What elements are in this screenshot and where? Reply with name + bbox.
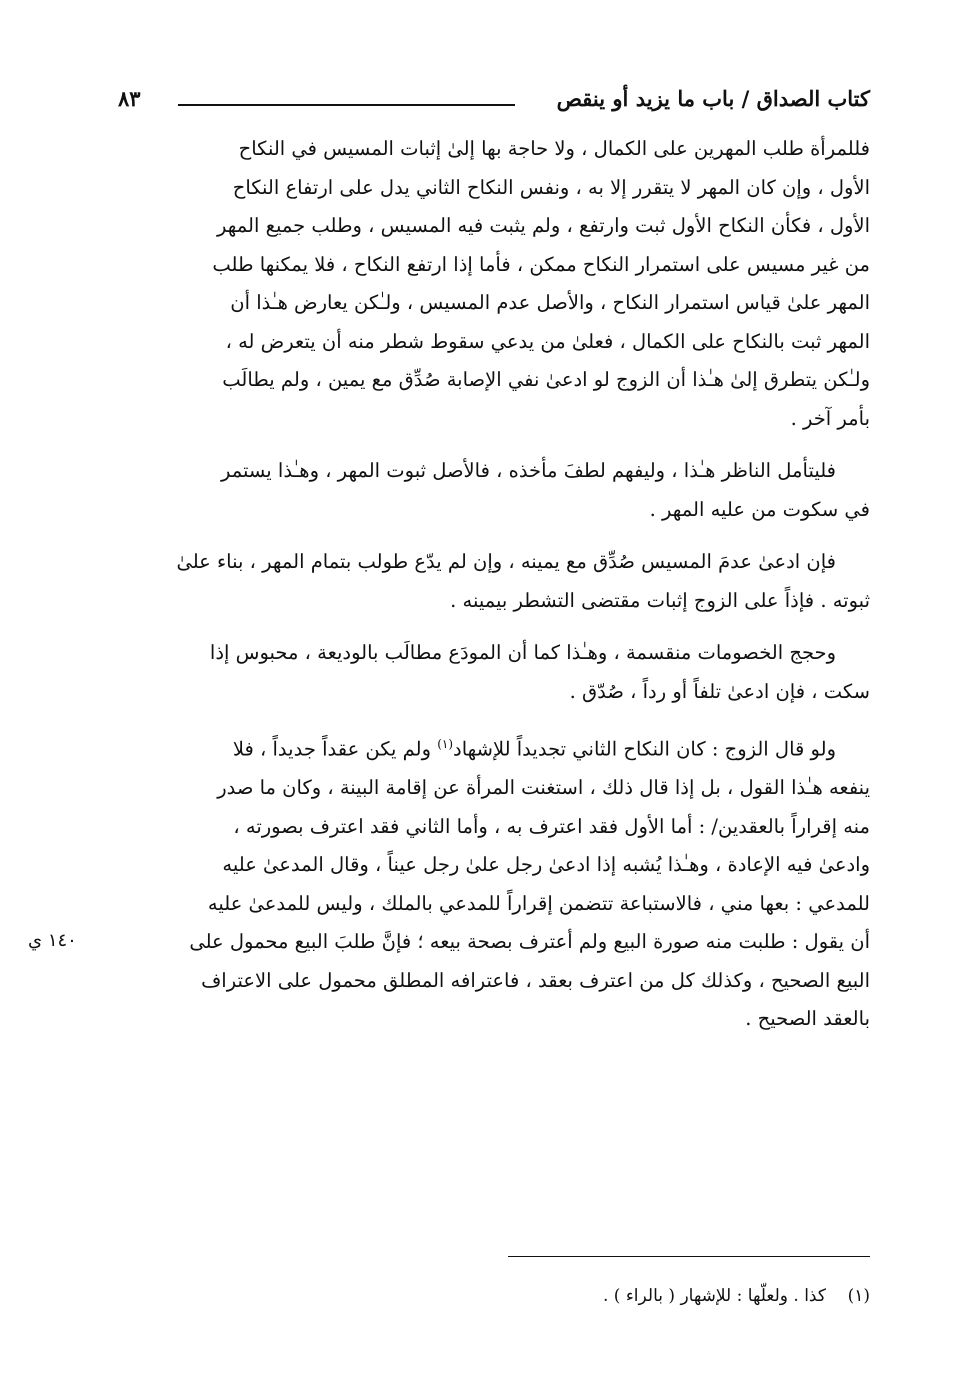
text-line: في سكوت من عليه المهر . xyxy=(649,497,870,521)
text-line: ولـٰكن يتطرق إلىٰ هـٰذا أن الزوج لو ادعىٰ نفي الإصابة صُدِّق مع يمين ، ولم يطالَب xyxy=(222,368,870,391)
text-line: المهر علىٰ قياس استمرار النكاح ، والأصل عدم المسيس ، ولـٰكن يعارض هـٰذا أن xyxy=(230,291,870,314)
footnote-reference[interactable]: (١) xyxy=(437,737,454,751)
text-line: وحجج الخصومات منقسمة ، وهـٰذا كما أن المودَع مطالَب بالوديعة ، محبوس إذا xyxy=(209,641,836,664)
header-title: كتاب الصداق / باب ما يزيد أو ينقص xyxy=(556,86,870,111)
footnote-text: كذا . ولعلّها : للإشهار ( بالراء ) . xyxy=(602,1286,826,1306)
text-line: الأول ، وإن كان المهر لا يتقرر إلا به ، ونفس النكاح الثاني يدل على ارتفاع النكاح xyxy=(232,175,870,199)
text-line: بالعقد الصحيح . xyxy=(745,1007,870,1030)
paragraph-2 xyxy=(98,452,870,529)
footnote-rule xyxy=(508,1256,870,1257)
text-line: فإن ادعىٰ عدمَ المسيس صُدِّق مع يمينه ، وإن لم يدّع طولب بتمام المهر ، بناء علىٰ xyxy=(176,550,836,573)
text-line: للمدعي : بعها مني ، فالاستباعة تتضمن إقراراً للمدعي بالملك ، وليس للمدعىٰ عليه xyxy=(207,891,870,915)
paragraph-1 xyxy=(98,130,870,438)
text-line: سكت ، فإن ادعىٰ تلفاً أو رداً ، صُدّق . xyxy=(569,679,870,703)
text-line: الأول ، فكأن النكاح الأول ثبت وارتفع ، ولم يثبت فيه المسيس ، وطلب جميع المهر xyxy=(216,214,870,237)
page-header xyxy=(118,86,870,122)
text-line xyxy=(98,725,870,769)
text-line: ينفعه هـٰذا القول ، بل إذا قال ذلك ، استغنت المرأة عن إقامة البينة ، وكان ما صدر xyxy=(217,776,870,799)
text-line: بأمر آخر . xyxy=(790,406,870,430)
text-line: فليتأمل الناظر هـٰذا ، وليفهم لطفَ مأخذه ، فالأصل ثبوت المهر ، وهـٰذا يستمر xyxy=(220,459,836,482)
text-line: ثبوته . فإذاً على الزوج إثبات مقتضى التشطر بيمينه . xyxy=(450,588,870,612)
text-line: المهر ثبت بالنكاح على الكمال ، فعلىٰ من يدعي سقوط شطر منه أن يتعرض له ، xyxy=(225,329,870,353)
main-text xyxy=(98,130,870,1053)
paragraph-4 xyxy=(98,634,870,711)
text-line: منه إقراراً بالعقدين/ : أما الأول فقد اعترف به ، وأما الثاني فقد اعترف بصورته ، xyxy=(233,814,870,838)
margin-note: ١٤٠ ي xyxy=(28,930,77,951)
text-segment: ولو قال الزوج : كان النكاح الثاني تجديداً للإشهاد xyxy=(453,737,836,761)
text-line: من غير مسيس على استمرار النكاح ممكن ، فأما إذا ارتفع النكاح ، فلا يمكنها طلب xyxy=(212,252,870,276)
text-line: البيع الصحيح ، وكذلك كل من اعترف بعقد ، فاعترافه المطلق محمول على الاعتراف xyxy=(201,968,870,992)
text-line: وادعىٰ فيه الإعادة ، وهـٰذا يُشبه إذا ادعىٰ رجل علىٰ رجل عيناً ، وقال المدعىٰ عليه xyxy=(222,853,870,876)
text-segment: ولم يكن عقداً جديداً ، فلا xyxy=(232,737,438,761)
paragraph-5 xyxy=(98,725,870,1039)
text-line: أن يقول : طلبت منه صورة البيع ولم أعترف بصحة بيعه ؛ فإنَّ طلبَ البيع محمول على xyxy=(189,930,870,953)
header-rule xyxy=(178,104,515,106)
page-number: ٨٣ xyxy=(118,86,141,111)
paragraph-3 xyxy=(98,543,870,620)
text-line: فللمرأة طلب المهرين على الكمال ، ولا حاجة بها إلىٰ إثبات المسيس في النكاح xyxy=(238,137,870,160)
footnote-number: (١) xyxy=(847,1286,870,1306)
footnote xyxy=(603,1286,870,1306)
